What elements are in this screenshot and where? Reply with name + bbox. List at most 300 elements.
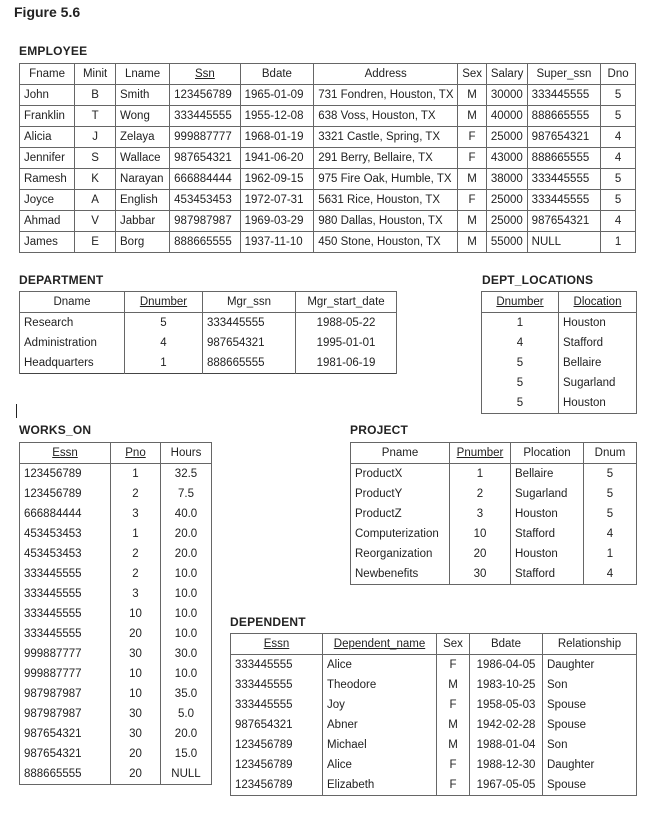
table-cell: 333445555 bbox=[231, 655, 323, 676]
table-cell: Ramesh bbox=[20, 169, 75, 190]
table-cell: 1967-05-05 bbox=[470, 775, 543, 796]
column-header-label: Dlocation bbox=[573, 296, 622, 308]
column-header-label: Lname bbox=[125, 68, 161, 80]
table-cell: Alice bbox=[323, 755, 437, 775]
column-header-label: Pno bbox=[125, 447, 146, 459]
column-header bbox=[20, 443, 111, 464]
column-header bbox=[240, 64, 314, 85]
table-cell: 123456789 bbox=[231, 755, 323, 775]
table-cell: 2 bbox=[111, 544, 161, 564]
table-cell: 38000 bbox=[486, 169, 527, 190]
table-cell: 1 bbox=[111, 524, 161, 544]
table-cell: 4 bbox=[584, 524, 637, 544]
table-cell: 1962-09-15 bbox=[240, 169, 314, 190]
dependent-table bbox=[230, 633, 637, 796]
table-cell: 5 bbox=[601, 169, 636, 190]
column-header-label: Mgr_start_date bbox=[307, 296, 385, 308]
column-header-label: Mgr_ssn bbox=[226, 296, 272, 308]
table-cell: 5631 Rice, Houston, TX bbox=[314, 190, 458, 211]
column-header bbox=[601, 64, 636, 85]
table-cell: 987654321 bbox=[203, 333, 296, 353]
table-row bbox=[482, 313, 637, 334]
table-cell: Computerization bbox=[351, 524, 450, 544]
works-on-title: WORKS_ON bbox=[19, 423, 92, 437]
table-cell: 35.0 bbox=[161, 684, 212, 704]
table-cell: Franklin bbox=[20, 106, 75, 127]
table-cell: 1988-05-22 bbox=[296, 313, 397, 334]
table-cell: 987987987 bbox=[20, 684, 111, 704]
table-cell: 7.5 bbox=[161, 484, 212, 504]
table-cell: 1988-12-30 bbox=[470, 755, 543, 775]
table-cell: 638 Voss, Houston, TX bbox=[314, 106, 458, 127]
table-cell: M bbox=[458, 232, 487, 253]
table-cell: NULL bbox=[527, 232, 601, 253]
employee-title: EMPLOYEE bbox=[19, 44, 88, 58]
column-header-label: Dnumber bbox=[139, 296, 188, 308]
table-cell: 333445555 bbox=[20, 604, 111, 624]
department-title: DEPARTMENT bbox=[19, 273, 104, 287]
table-row bbox=[231, 655, 637, 676]
table-cell: F bbox=[458, 127, 487, 148]
table-cell: Wong bbox=[116, 106, 170, 127]
column-header bbox=[203, 292, 296, 313]
table-row bbox=[20, 106, 636, 127]
table-cell: Son bbox=[543, 675, 637, 695]
table-row bbox=[482, 393, 637, 414]
table-row bbox=[20, 313, 397, 334]
table-cell: B bbox=[75, 85, 116, 106]
column-header-label: Plocation bbox=[523, 447, 571, 459]
project-table bbox=[350, 442, 637, 585]
table-cell: 25000 bbox=[486, 211, 527, 232]
table-cell: S bbox=[75, 148, 116, 169]
table-cell: 987987987 bbox=[170, 211, 240, 232]
table-cell: Houston bbox=[511, 504, 584, 524]
table-cell: English bbox=[116, 190, 170, 211]
table-cell: 123456789 bbox=[231, 775, 323, 796]
table-row bbox=[231, 695, 637, 715]
table-row bbox=[20, 169, 636, 190]
table-cell: 20.0 bbox=[161, 724, 212, 744]
column-header bbox=[20, 292, 125, 313]
table-cell: 5 bbox=[601, 85, 636, 106]
table-cell: 25000 bbox=[486, 127, 527, 148]
table-cell: Abner bbox=[323, 715, 437, 735]
table-cell: 987654321 bbox=[527, 127, 601, 148]
table-cell: Stafford bbox=[559, 333, 637, 353]
table-cell: Bellaire bbox=[559, 353, 637, 373]
column-header bbox=[170, 64, 240, 85]
column-header-label: Pnumber bbox=[456, 447, 504, 459]
column-header bbox=[323, 634, 437, 655]
table-cell: Research bbox=[20, 313, 125, 334]
table-cell: F bbox=[458, 148, 487, 169]
table-cell: 5.0 bbox=[161, 704, 212, 724]
table-row bbox=[482, 353, 637, 373]
dept-locations-title: DEPT_LOCATIONS bbox=[482, 273, 594, 287]
table-cell: 5 bbox=[601, 106, 636, 127]
table-cell: 1965-01-09 bbox=[240, 85, 314, 106]
table-cell: Spouse bbox=[543, 695, 637, 715]
table-cell: Bellaire bbox=[511, 464, 584, 485]
table-cell: Houston bbox=[511, 544, 584, 564]
column-header bbox=[543, 634, 637, 655]
column-header bbox=[511, 443, 584, 464]
table-row bbox=[20, 544, 212, 564]
table-cell: Theodore bbox=[323, 675, 437, 695]
dependent-header-row bbox=[231, 634, 637, 655]
table-row bbox=[20, 584, 212, 604]
table-cell: 20.0 bbox=[161, 524, 212, 544]
table-cell: ProductZ bbox=[351, 504, 450, 524]
column-header bbox=[584, 443, 637, 464]
column-header-label: Dnum bbox=[594, 447, 626, 459]
table-cell: Borg bbox=[116, 232, 170, 253]
table-cell: 2 bbox=[450, 484, 511, 504]
table-cell: 4 bbox=[482, 333, 559, 353]
table-row bbox=[20, 464, 212, 485]
table-cell: Houston bbox=[559, 313, 637, 334]
table-row bbox=[20, 333, 397, 353]
table-cell: NULL bbox=[161, 764, 212, 785]
table-cell: Sugarland bbox=[511, 484, 584, 504]
table-row bbox=[20, 127, 636, 148]
works-on-header-row bbox=[20, 443, 212, 464]
table-row bbox=[20, 211, 636, 232]
table-row bbox=[351, 484, 637, 504]
table-cell: 40000 bbox=[486, 106, 527, 127]
column-header bbox=[559, 292, 637, 313]
table-row bbox=[20, 190, 636, 211]
table-cell: 10.0 bbox=[161, 624, 212, 644]
table-cell: 453453453 bbox=[20, 524, 111, 544]
dept-locations-table bbox=[481, 291, 637, 414]
table-cell: Smith bbox=[116, 85, 170, 106]
table-row bbox=[20, 724, 212, 744]
table-cell: K bbox=[75, 169, 116, 190]
table-cell: 4 bbox=[125, 333, 203, 353]
table-row bbox=[482, 373, 637, 393]
table-cell: F bbox=[437, 695, 470, 715]
table-cell: 123456789 bbox=[231, 735, 323, 755]
table-cell: 999887777 bbox=[20, 644, 111, 664]
table-cell: 453453453 bbox=[170, 190, 240, 211]
table-cell: 453453453 bbox=[20, 544, 111, 564]
column-header bbox=[231, 634, 323, 655]
table-cell: 1 bbox=[601, 232, 636, 253]
table-cell: F bbox=[437, 775, 470, 796]
table-cell: 999887777 bbox=[170, 127, 240, 148]
table-row bbox=[20, 744, 212, 764]
column-header bbox=[351, 443, 450, 464]
column-header-label: Sex bbox=[443, 638, 463, 650]
column-header-label: Dnumber bbox=[496, 296, 544, 308]
column-header-label: Super_ssn bbox=[536, 68, 592, 80]
table-cell: 1 bbox=[125, 353, 203, 374]
table-cell: 1955-12-08 bbox=[240, 106, 314, 127]
department-header-row bbox=[20, 292, 397, 313]
table-row bbox=[231, 675, 637, 695]
table-row bbox=[351, 524, 637, 544]
table-cell: 1995-01-01 bbox=[296, 333, 397, 353]
column-header-label: Sex bbox=[462, 68, 483, 80]
table-cell: 40.0 bbox=[161, 504, 212, 524]
table-cell: 10.0 bbox=[161, 664, 212, 684]
table-cell: Jabbar bbox=[116, 211, 170, 232]
column-header bbox=[482, 292, 559, 313]
column-header bbox=[314, 64, 458, 85]
dependent-title: DEPENDENT bbox=[230, 615, 306, 629]
column-header bbox=[20, 64, 75, 85]
table-row bbox=[231, 735, 637, 755]
table-cell: 30 bbox=[111, 724, 161, 744]
table-cell: 987654321 bbox=[527, 211, 601, 232]
table-cell: 888665555 bbox=[527, 148, 601, 169]
table-cell: 4 bbox=[584, 564, 637, 585]
table-cell: 291 Berry, Bellaire, TX bbox=[314, 148, 458, 169]
table-cell: Administration bbox=[20, 333, 125, 353]
table-cell: 333445555 bbox=[527, 190, 601, 211]
table-cell: 333445555 bbox=[527, 85, 601, 106]
table-cell: 10.0 bbox=[161, 604, 212, 624]
table-cell: Elizabeth bbox=[323, 775, 437, 796]
table-cell: 123456789 bbox=[20, 464, 111, 485]
column-header bbox=[458, 64, 487, 85]
table-row bbox=[20, 85, 636, 106]
table-cell: Spouse bbox=[543, 775, 637, 796]
table-cell: 333445555 bbox=[20, 564, 111, 584]
column-header-label: Pname bbox=[381, 447, 419, 459]
table-row bbox=[351, 544, 637, 564]
table-row bbox=[20, 684, 212, 704]
table-row bbox=[20, 704, 212, 724]
table-cell: 5 bbox=[125, 313, 203, 334]
column-header-label: Minit bbox=[82, 68, 108, 80]
column-header bbox=[125, 292, 203, 313]
table-row bbox=[20, 484, 212, 504]
department-table bbox=[19, 291, 397, 374]
table-cell: 5 bbox=[584, 464, 637, 485]
table-cell: 5 bbox=[482, 393, 559, 414]
table-cell: 43000 bbox=[486, 148, 527, 169]
table-row bbox=[20, 504, 212, 524]
column-header bbox=[486, 64, 527, 85]
table-cell: Alice bbox=[323, 655, 437, 676]
table-cell: 450 Stone, Houston, TX bbox=[314, 232, 458, 253]
table-cell: Joyce bbox=[20, 190, 75, 211]
table-row bbox=[20, 564, 212, 584]
table-cell: 975 Fire Oak, Humble, TX bbox=[314, 169, 458, 190]
table-cell: 30 bbox=[111, 704, 161, 724]
table-row bbox=[20, 604, 212, 624]
table-cell: Jennifer bbox=[20, 148, 75, 169]
table-cell: 10 bbox=[450, 524, 511, 544]
table-cell: 10 bbox=[111, 604, 161, 624]
works-on-table bbox=[19, 442, 212, 785]
table-cell: Stafford bbox=[511, 564, 584, 585]
table-cell: 987654321 bbox=[231, 715, 323, 735]
table-cell: 999887777 bbox=[20, 664, 111, 684]
table-cell: 2 bbox=[111, 484, 161, 504]
table-cell: Son bbox=[543, 735, 637, 755]
table-cell: 3 bbox=[111, 584, 161, 604]
column-header-label: Dname bbox=[53, 296, 91, 308]
table-cell: 333445555 bbox=[231, 695, 323, 715]
table-cell: 666884444 bbox=[20, 504, 111, 524]
employee-table bbox=[19, 63, 636, 253]
table-cell: M bbox=[437, 735, 470, 755]
table-cell: Daughter bbox=[543, 755, 637, 775]
table-cell: 4 bbox=[601, 148, 636, 169]
table-cell: 987654321 bbox=[20, 744, 111, 764]
column-header-label: Bdate bbox=[490, 638, 522, 650]
table-cell: 30000 bbox=[486, 85, 527, 106]
table-cell: 987987987 bbox=[20, 704, 111, 724]
table-cell: 2 bbox=[111, 564, 161, 584]
table-cell: ProductY bbox=[351, 484, 450, 504]
table-row bbox=[351, 564, 637, 585]
table-cell: M bbox=[458, 85, 487, 106]
table-cell: 1972-07-31 bbox=[240, 190, 314, 211]
table-cell: 1986-04-05 bbox=[470, 655, 543, 676]
column-header bbox=[470, 634, 543, 655]
table-cell: 32.5 bbox=[161, 464, 212, 485]
table-cell: 5 bbox=[482, 373, 559, 393]
column-header-label: Bdate bbox=[261, 68, 292, 80]
table-cell: 666884444 bbox=[170, 169, 240, 190]
table-cell: M bbox=[458, 211, 487, 232]
text-cursor bbox=[16, 404, 17, 418]
figure-title: Figure 5.6 bbox=[14, 4, 81, 20]
table-row bbox=[20, 524, 212, 544]
table-cell: James bbox=[20, 232, 75, 253]
table-cell: 3321 Castle, Spring, TX bbox=[314, 127, 458, 148]
table-cell: F bbox=[458, 190, 487, 211]
table-cell: M bbox=[437, 715, 470, 735]
column-header bbox=[161, 443, 212, 464]
table-cell: Reorganization bbox=[351, 544, 450, 564]
table-cell: 333445555 bbox=[203, 313, 296, 334]
column-header-label: Fname bbox=[29, 68, 65, 80]
column-header-label: Hours bbox=[170, 447, 202, 459]
table-cell: V bbox=[75, 211, 116, 232]
table-cell: 20 bbox=[111, 624, 161, 644]
table-cell: 10.0 bbox=[161, 564, 212, 584]
table-row bbox=[20, 232, 636, 253]
column-header-label: Essn bbox=[52, 447, 78, 459]
table-row bbox=[20, 148, 636, 169]
table-cell: 30 bbox=[450, 564, 511, 585]
table-cell: 1 bbox=[450, 464, 511, 485]
table-cell: Newbenefits bbox=[351, 564, 450, 585]
table-row bbox=[231, 715, 637, 735]
table-cell: ProductX bbox=[351, 464, 450, 485]
table-cell: 5 bbox=[482, 353, 559, 373]
column-header-label: Address bbox=[364, 68, 407, 80]
project-header-row bbox=[351, 443, 637, 464]
column-header bbox=[116, 64, 170, 85]
table-cell: Narayan bbox=[116, 169, 170, 190]
table-cell: 55000 bbox=[486, 232, 527, 253]
table-cell: 980 Dallas, Houston, TX bbox=[314, 211, 458, 232]
table-cell: 25000 bbox=[486, 190, 527, 211]
table-cell: 1983-10-25 bbox=[470, 675, 543, 695]
table-cell: 1988-01-04 bbox=[470, 735, 543, 755]
table-cell: 888665555 bbox=[203, 353, 296, 374]
column-header bbox=[296, 292, 397, 313]
table-cell: 5 bbox=[584, 504, 637, 524]
table-cell: 1942-02-28 bbox=[470, 715, 543, 735]
table-row bbox=[231, 775, 637, 796]
table-row bbox=[20, 664, 212, 684]
table-row bbox=[351, 464, 637, 485]
table-cell: Wallace bbox=[116, 148, 170, 169]
table-cell: 333445555 bbox=[527, 169, 601, 190]
table-cell: Stafford bbox=[511, 524, 584, 544]
table-cell: T bbox=[75, 106, 116, 127]
table-cell: 3 bbox=[111, 504, 161, 524]
table-cell: F bbox=[437, 655, 470, 676]
employee-header-row bbox=[20, 64, 636, 85]
table-cell: 10 bbox=[111, 664, 161, 684]
table-cell: 333445555 bbox=[231, 675, 323, 695]
table-cell: Sugarland bbox=[559, 373, 637, 393]
table-cell: Spouse bbox=[543, 715, 637, 735]
column-header bbox=[437, 634, 470, 655]
table-cell: 1 bbox=[584, 544, 637, 564]
table-cell: 333445555 bbox=[170, 106, 240, 127]
table-cell: 1941-06-20 bbox=[240, 148, 314, 169]
column-header-label: Ssn bbox=[194, 68, 215, 80]
table-cell: 888665555 bbox=[527, 106, 601, 127]
table-cell: 10 bbox=[111, 684, 161, 704]
table-cell: Michael bbox=[323, 735, 437, 755]
column-header-label: Essn bbox=[263, 638, 290, 650]
table-cell: 3 bbox=[450, 504, 511, 524]
table-row bbox=[20, 644, 212, 664]
table-row bbox=[20, 624, 212, 644]
table-cell: 333445555 bbox=[20, 624, 111, 644]
table-cell: 10.0 bbox=[161, 584, 212, 604]
table-cell: 5 bbox=[584, 484, 637, 504]
table-cell: 5 bbox=[601, 190, 636, 211]
table-cell: 1981-06-19 bbox=[296, 353, 397, 374]
table-row bbox=[351, 504, 637, 524]
table-cell: Headquarters bbox=[20, 353, 125, 374]
column-header bbox=[75, 64, 116, 85]
table-cell: 1 bbox=[111, 464, 161, 485]
table-row bbox=[20, 764, 212, 785]
table-cell: 20 bbox=[111, 764, 161, 785]
table-cell: 731 Fondren, Houston, TX bbox=[314, 85, 458, 106]
dept-locations-header-row bbox=[482, 292, 637, 313]
table-cell: 30.0 bbox=[161, 644, 212, 664]
table-cell: Zelaya bbox=[116, 127, 170, 148]
table-cell: 4 bbox=[601, 127, 636, 148]
table-row bbox=[231, 755, 637, 775]
table-cell: 4 bbox=[601, 211, 636, 232]
table-row bbox=[20, 353, 397, 374]
table-cell: 1 bbox=[482, 313, 559, 334]
table-cell: 888665555 bbox=[170, 232, 240, 253]
table-cell: M bbox=[437, 675, 470, 695]
table-cell: 1968-01-19 bbox=[240, 127, 314, 148]
table-cell: 20 bbox=[111, 744, 161, 764]
table-cell: 123456789 bbox=[20, 484, 111, 504]
table-cell: 20.0 bbox=[161, 544, 212, 564]
table-cell: 1937-11-10 bbox=[240, 232, 314, 253]
table-cell: Daughter bbox=[543, 655, 637, 676]
